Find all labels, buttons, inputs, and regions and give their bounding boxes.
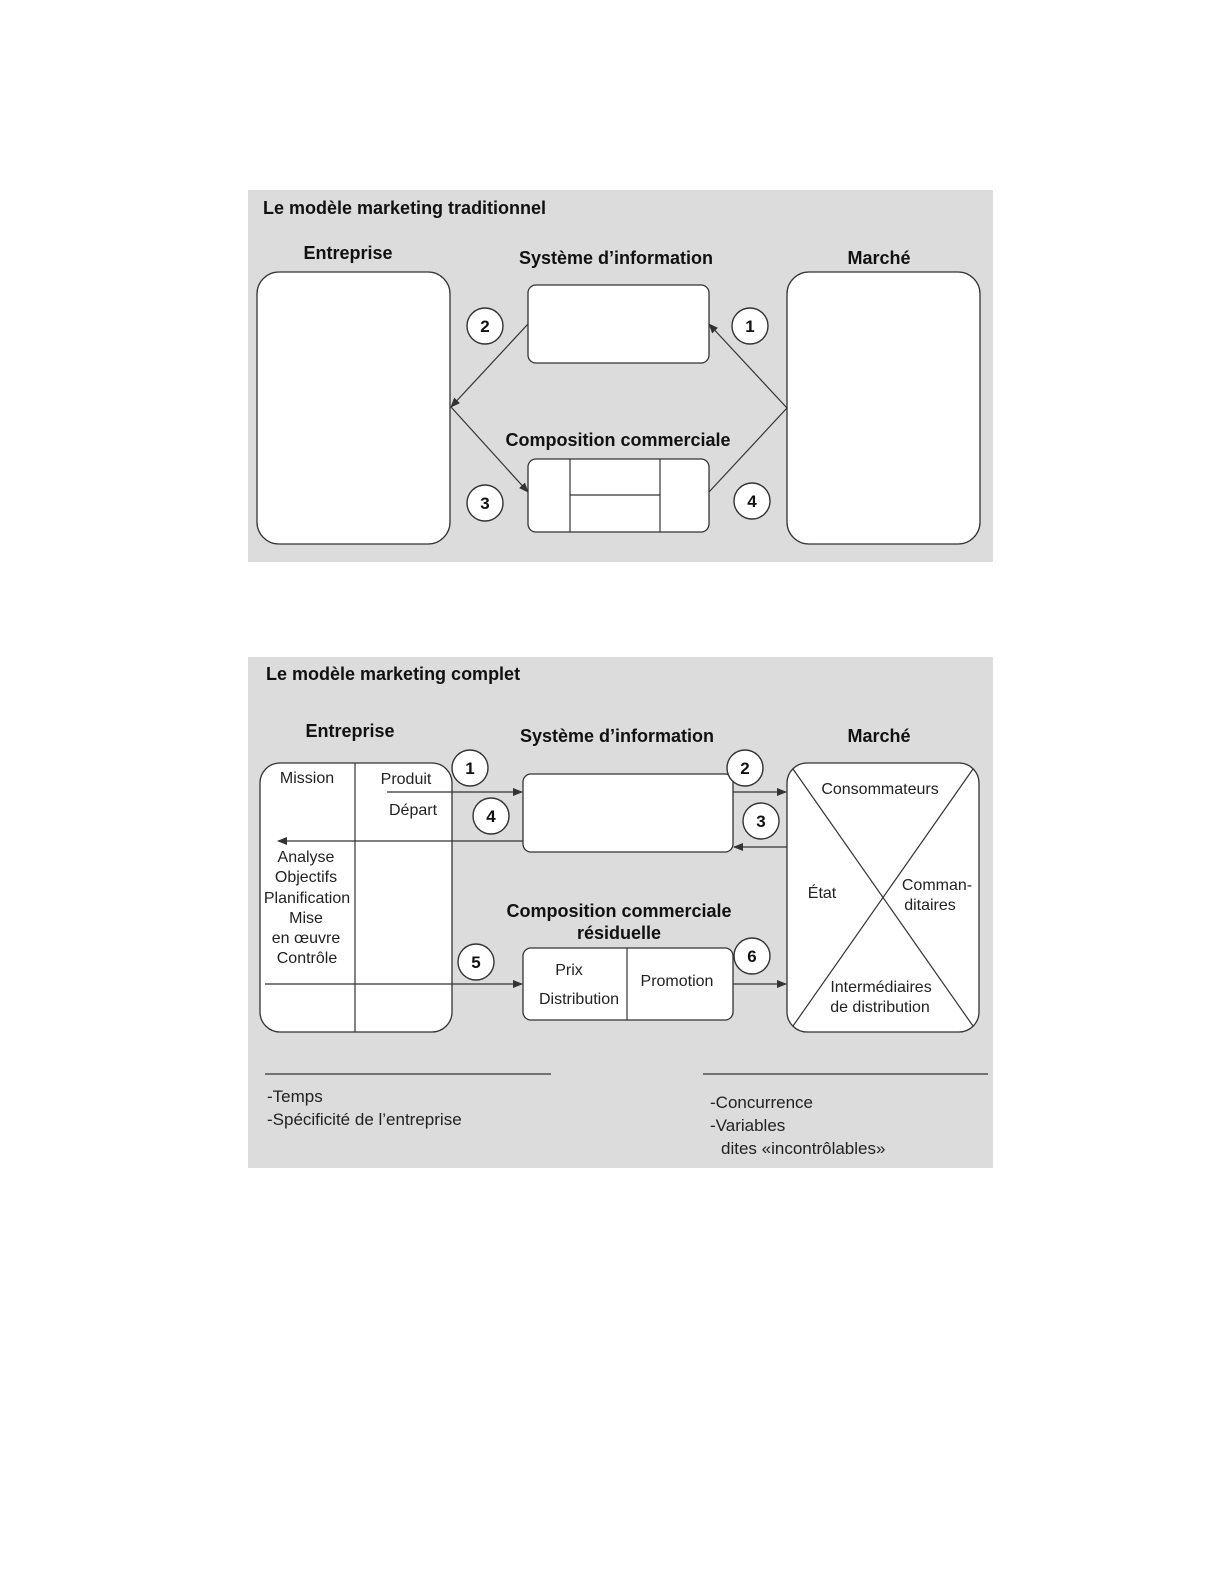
systeme-label: Système d’information bbox=[518, 248, 714, 268]
depart-label: Départ bbox=[388, 802, 438, 819]
note-variables: -Variables bbox=[710, 1116, 786, 1135]
step-6-badge-2 bbox=[734, 938, 770, 974]
step-objectifs: Objectifs bbox=[274, 869, 338, 886]
step-planification: Planification bbox=[263, 890, 351, 907]
svg-text:3: 3 bbox=[756, 812, 766, 831]
prix-label: Prix bbox=[555, 962, 583, 979]
promotion-label: Promotion bbox=[640, 973, 714, 990]
commanditaires-label-1: Comman- bbox=[901, 877, 973, 894]
marche-label-2: Marché bbox=[847, 726, 911, 746]
step-analyse: Analyse bbox=[277, 849, 335, 866]
distribution-label: Distribution bbox=[538, 991, 620, 1008]
step-3-badge bbox=[467, 485, 503, 521]
intermediaires-label-1: Intermédiaires bbox=[830, 979, 932, 996]
systeme-label-2: Système d’information bbox=[519, 726, 715, 746]
entreprise-label-2: Entreprise bbox=[305, 721, 395, 741]
svg-text:4: 4 bbox=[486, 807, 496, 826]
produit-label: Produit bbox=[380, 771, 432, 788]
step-en-oeuvre: en œuvre bbox=[271, 930, 341, 947]
marche-box bbox=[787, 272, 980, 544]
composition-label-2a: Composition commerciale bbox=[506, 901, 732, 921]
commanditaires-label-2: ditaires bbox=[904, 897, 956, 914]
step-2-badge-2 bbox=[727, 750, 763, 786]
note-incontrolables: dites «incontrôlables» bbox=[721, 1139, 886, 1158]
composition-label: Composition commerciale bbox=[505, 430, 731, 450]
note-specificite: -Spécificité de l’entreprise bbox=[267, 1110, 462, 1129]
note-concurrence: -Concurrence bbox=[710, 1093, 813, 1112]
svg-text:1: 1 bbox=[465, 759, 475, 778]
step-5-badge-2 bbox=[458, 944, 494, 980]
step-controle: Contrôle bbox=[276, 950, 338, 967]
entreprise-box bbox=[257, 272, 450, 544]
marche-label: Marché bbox=[847, 248, 911, 268]
step-2-badge bbox=[467, 308, 503, 344]
svg-text:1: 1 bbox=[745, 317, 755, 336]
note-temps: -Temps bbox=[267, 1087, 323, 1106]
step-4-badge bbox=[734, 483, 770, 519]
systeme-box bbox=[528, 285, 709, 363]
entreprise-label: Entreprise bbox=[303, 243, 393, 263]
mission-label: Mission bbox=[279, 770, 335, 787]
composition-label-2b: résiduelle bbox=[576, 923, 662, 943]
svg-text:2: 2 bbox=[480, 317, 490, 336]
diagram-complet bbox=[248, 657, 993, 1168]
etat-label: État bbox=[807, 885, 837, 902]
step-3-badge-2 bbox=[743, 803, 779, 839]
diagram-1-title: Le modèle marketing traditionnel bbox=[263, 198, 547, 218]
svg-text:2: 2 bbox=[740, 759, 750, 778]
svg-text:6: 6 bbox=[747, 947, 757, 966]
consommateurs-label: Consommateurs bbox=[821, 781, 939, 798]
systeme-box-2 bbox=[523, 774, 733, 852]
step-1-badge bbox=[732, 308, 768, 344]
svg-text:4: 4 bbox=[747, 492, 757, 511]
svg-text:5: 5 bbox=[471, 953, 481, 972]
intermediaires-label-2: de distribution bbox=[830, 999, 930, 1016]
step-mise: Mise bbox=[289, 910, 323, 927]
step-4-badge-2 bbox=[473, 798, 509, 834]
svg-text:3: 3 bbox=[480, 494, 490, 513]
diagram-traditionnel bbox=[248, 190, 993, 562]
step-1-badge-2 bbox=[452, 750, 488, 786]
composition-box bbox=[528, 459, 709, 532]
diagram-2-title: Le modèle marketing complet bbox=[266, 664, 521, 684]
